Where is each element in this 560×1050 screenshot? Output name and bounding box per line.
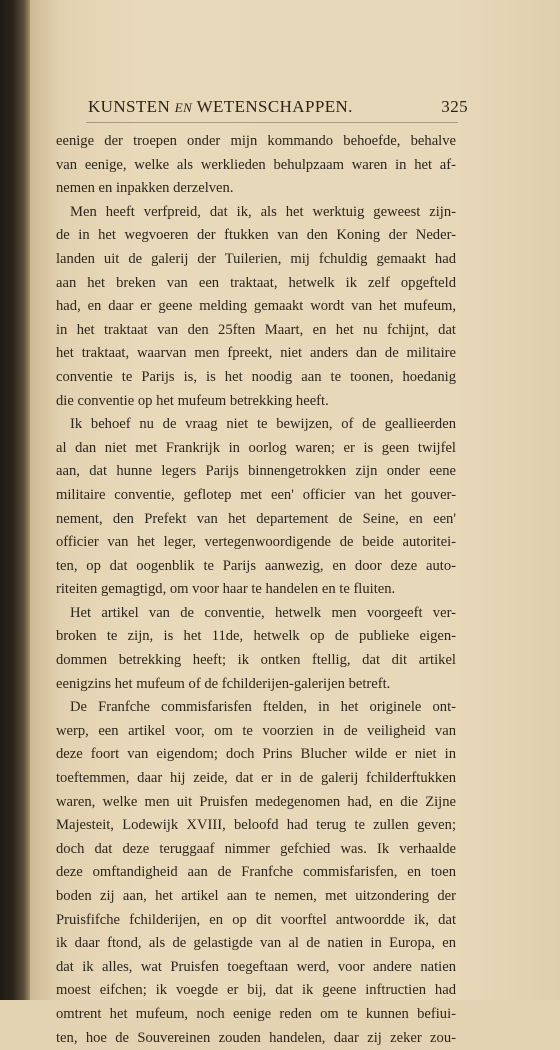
book-spine [0,0,30,1000]
text-line: Pruisfifche fchilderijen, en op dit voorftel antwoordde ik, dat [56,911,456,928]
text-line: Het artikel van de conventie, hetwelk men voorgeeft ver- [70,604,456,621]
text-line: Men heeft verfpreid, dat ik, als het werktuig geweest zijn- [70,203,456,220]
text-line: De Franfche commisfarisfen ftelden, in het originele ont- [70,699,456,716]
text-line: die conventie op het mufeum betrekking heeft. [56,392,329,409]
text-line: al dan niet met Frankrijk in oorlog waren; er is geen twijfel [56,439,456,456]
text-line: nemen en inpakken derzelven. [56,180,234,197]
text-line: eenige der troepen onder mijn kommando behoefde, behalve [56,133,456,149]
text-line: aan, dat hunne legers Parijs binnengetrokken zijn onder eene [56,463,456,480]
text-line: conventie te Parijs is, is het noodig aan te toonen, hoedanig [56,368,456,385]
text-line: had, en daar er geene melding gemaakt wordt van het mufeum, [56,298,456,315]
book-page [30,0,560,1046]
text-line: Majesteit, Lodewijk XVIII, beloofd had terug te zullen geven; [56,817,456,834]
running-title-part1: KUNSTEN [88,97,171,116]
text-line: deze foort van eigendom; doch Prins Blucher wilde er niet in [56,746,456,763]
running-title-part2: WETENSCHAPPEN. [196,97,353,116]
text-line: ik daar ftond, als de gelastigde van al de natien in Europa, en [56,935,456,952]
text-line: waren, welke men uit Pruisfen medegenomen had, en die Zijne [56,793,456,810]
text-line: nement, den Prefekt van het departement de Seine, en een' [56,510,456,527]
page-number: 325 [441,97,468,116]
text-line: het traktaat, waarvan men fpreekt, niet anders dan de militaire [56,345,456,362]
text-line: dat ik alles, wat Pruisfen toegeftaan werd, voor andere natien [56,958,456,975]
text-line: officier van het leger, vertegenwoordigende de beide autoritei- [56,534,456,551]
text-line: broken te zijn, is het 11de, hetwelk op de publieke eigen- [56,628,456,645]
text-line: eenigzins het mufeum of de fchilderijen-galerijen betreft. [56,675,391,692]
text-line: dommen betrekking heeft; ik ontken ftellig, dat dit artikel [56,652,456,669]
text-line: toeftemmen, daar hij zeide, dat er in de galerij fchilderftukken [56,770,456,787]
text-line: ten, op dat oogenblik te Parijs aanwezig, en door deze auto- [56,557,456,574]
text-line: boden zij aan, het artikel aan te nemen, met uitzondering der [56,888,456,904]
text-line: landen uit de galerij der Tuilerien, mij fchuldig gemaakt had [56,250,456,267]
text-line: moest eifchen; ik voegde er bij, dat ik geene inftructien had [56,982,456,999]
text-line: in het traktaat van den 25ften Maart, en het nu fchijnt, dat [56,321,456,338]
text-line: doch dat deze teruggaaf nimmer gefchied was. Ik verhaalde [56,840,456,857]
text-line: militaire conventie, geflotep met een' officier van het gouver- [56,486,456,503]
running-title-en: EN [174,100,193,115]
body-text [56,130,456,1050]
text-line: Ik behoef nu de vraag niet te bewijzen, of de geallieerden [70,416,456,433]
text-line: deze omftandigheid aan de Franfche commisfarisfen, en toen [56,864,456,881]
text-line: werp, een artikel voor, om te voorzien in de veiligheid van [56,722,456,739]
running-title [88,97,353,116]
text-line: omtrent het mufeum, noch eenige reden om te kunnen befiui- [56,1005,456,1022]
text-line: de in het wegvoeren der ftukken van den Koning der Neder- [56,227,456,244]
text-line: van eenige, welke als werklieden behulpzaam waren in het af- [56,156,456,173]
text-line: riteiten gemagtigd, om voor haar te handelen en te fluiten. [56,581,396,598]
text-line: ten, hoe de Souvereinen zouden handelen, daar zij zeker zou- [56,1029,456,1046]
running-head [88,97,468,117]
text-line: aan het breken van een traktaat, hetwelk ik zelf opgefteld [56,274,456,291]
header-rule [86,122,458,123]
